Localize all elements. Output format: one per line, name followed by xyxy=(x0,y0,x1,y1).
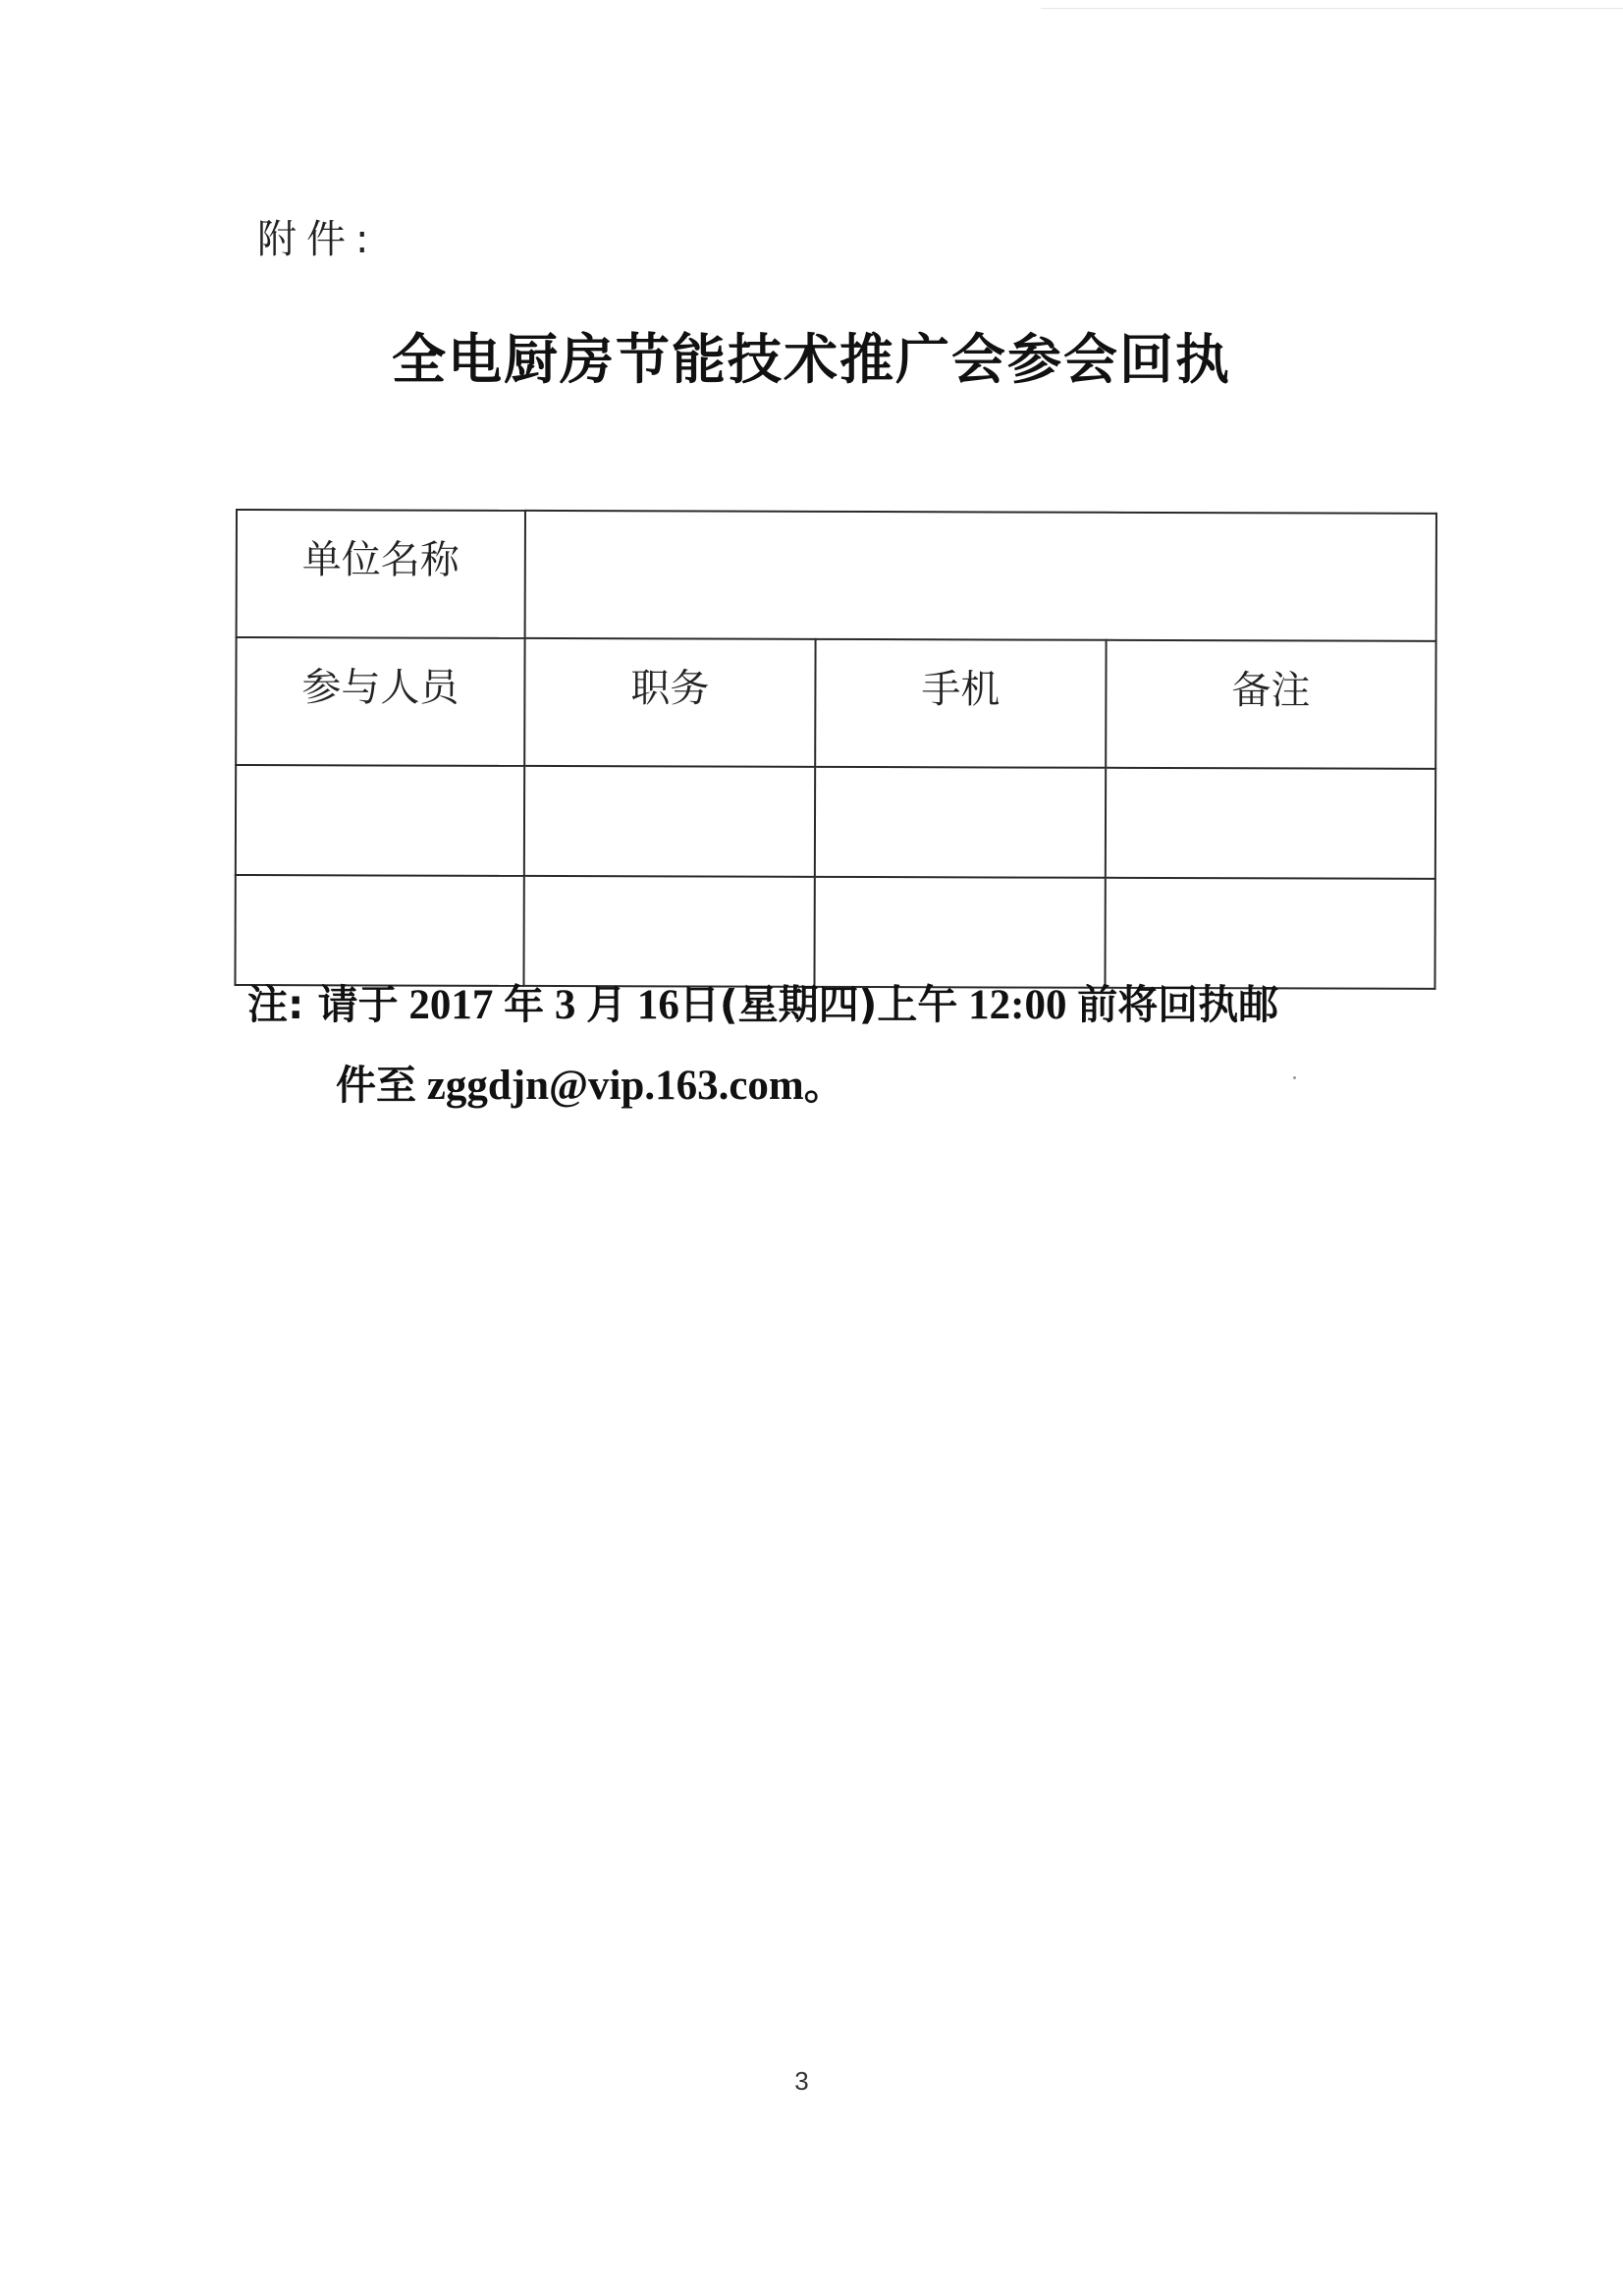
scan-edge-line xyxy=(1041,8,1623,9)
header-mobile: 手机 xyxy=(815,639,1106,768)
reply-form-table xyxy=(234,509,1437,990)
note-day-unit: 日 xyxy=(678,981,720,1028)
header-participant: 参与人员 xyxy=(236,637,524,766)
note-year: 2017 xyxy=(408,982,494,1028)
unit-name-row xyxy=(237,510,1436,641)
participant-cell[interactable] xyxy=(236,765,524,876)
note-email[interactable]: zggdjn@vip.163.com xyxy=(426,1063,804,1109)
note-line2-suffix: 。 xyxy=(803,1062,844,1109)
note-prefix: 注: 请于 xyxy=(247,981,399,1028)
unit-name-label: 单位名称 xyxy=(237,510,525,638)
note-period: 上午 xyxy=(877,981,958,1028)
note-month: 3 xyxy=(554,982,576,1028)
note-year-unit: 年 xyxy=(504,981,545,1028)
header-position: 职务 xyxy=(524,638,815,767)
page-number: 3 xyxy=(794,2066,809,2096)
unit-name-field[interactable] xyxy=(525,511,1436,641)
attachment-label: 附件: xyxy=(257,217,379,262)
mobile-cell[interactable] xyxy=(815,767,1106,878)
note-day: 16 xyxy=(636,982,679,1028)
header-row xyxy=(236,637,1435,769)
mobile-cell[interactable] xyxy=(814,877,1105,988)
participant-cell[interactable] xyxy=(235,875,523,986)
scan-speck xyxy=(1293,1076,1296,1079)
note-line2-prefix: 件至 xyxy=(336,1062,416,1109)
note-time: 12:00 xyxy=(968,982,1067,1028)
remarks-cell[interactable] xyxy=(1106,768,1435,879)
header-remarks: 备注 xyxy=(1106,640,1435,769)
note-line-1 xyxy=(247,972,1278,1030)
position-cell[interactable] xyxy=(523,876,814,987)
position-cell[interactable] xyxy=(524,766,815,877)
note-line-2 xyxy=(336,1053,844,1111)
document-title: 全电厨房节能技术推广会参会回执 xyxy=(391,328,1231,391)
table-row xyxy=(236,765,1435,879)
note-suffix: 前将回执邮 xyxy=(1077,981,1279,1028)
note-month-unit: 月 xyxy=(586,981,627,1028)
note-weekday: (星期四) xyxy=(719,981,878,1028)
